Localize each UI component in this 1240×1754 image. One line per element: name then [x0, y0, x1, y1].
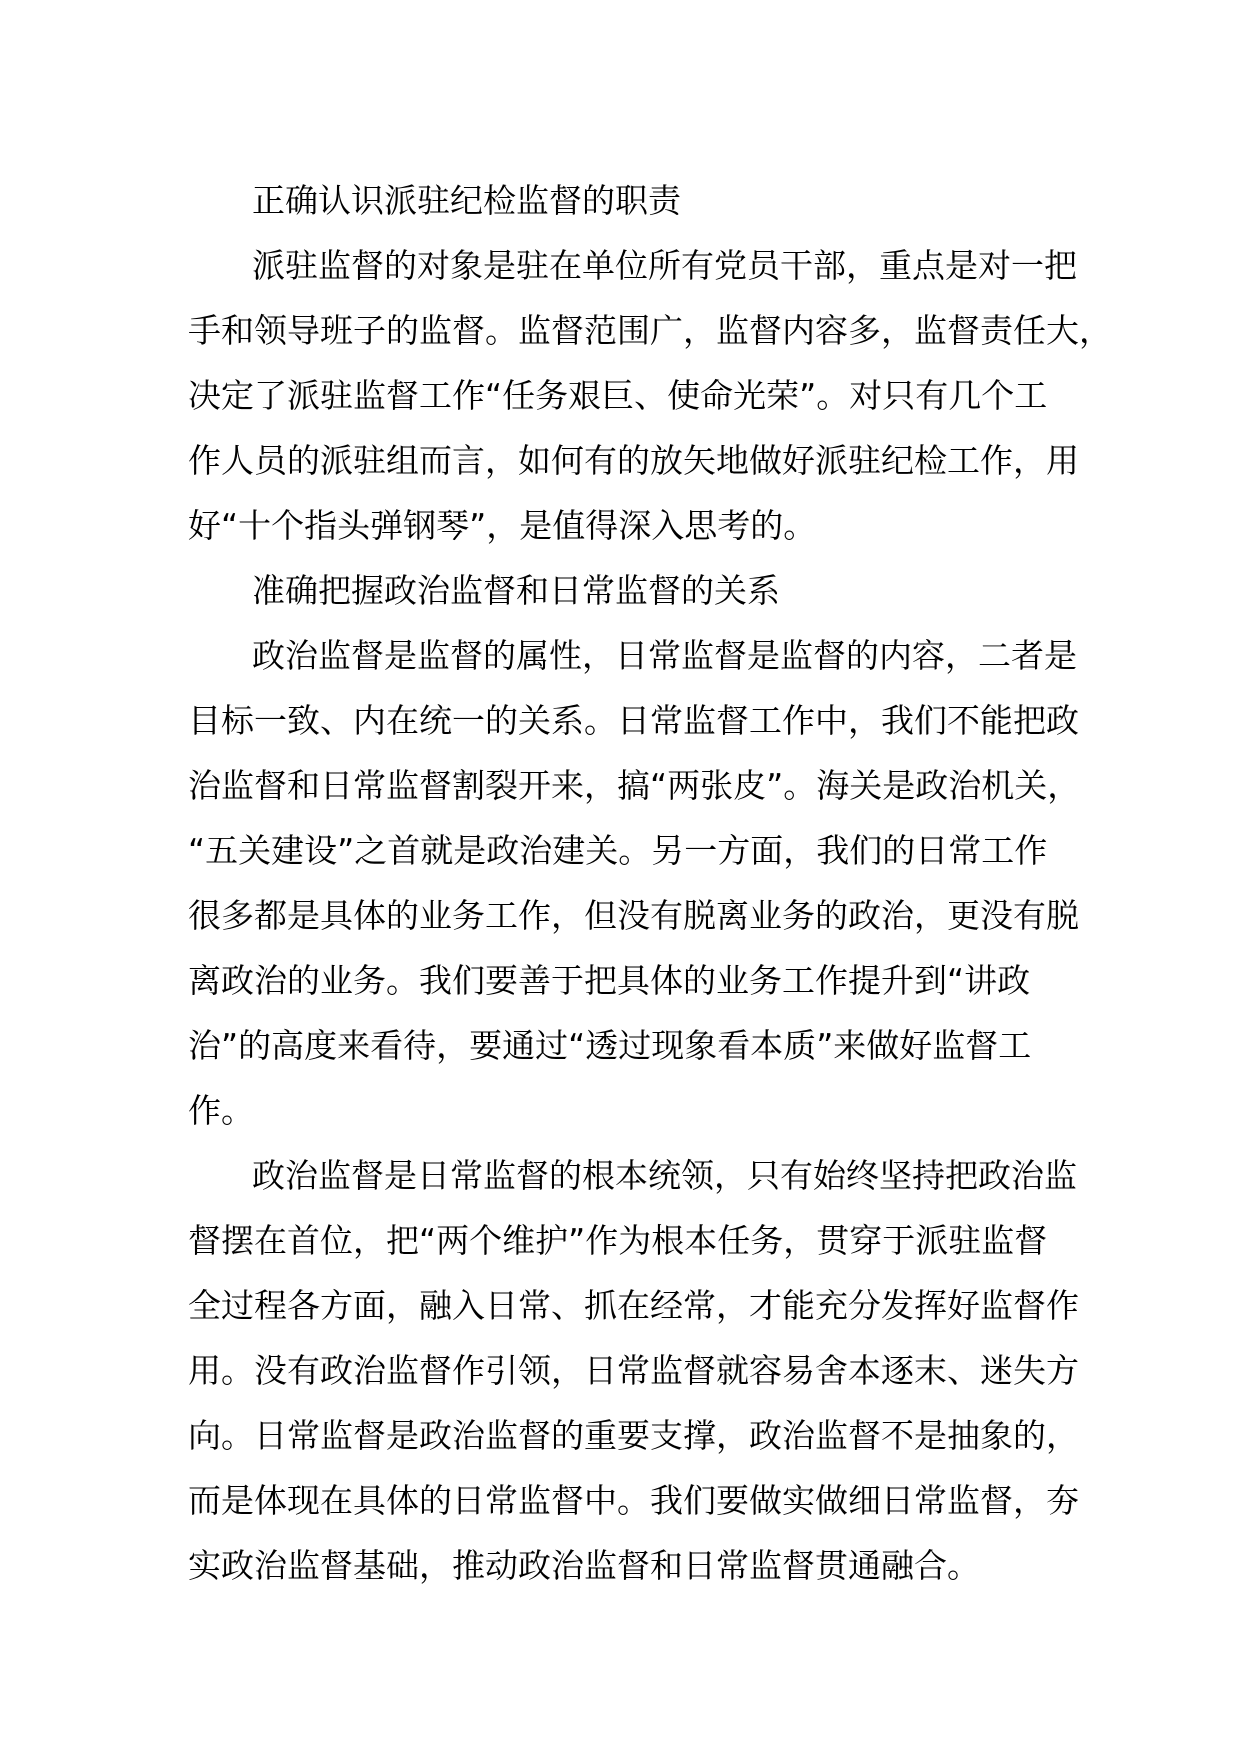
paragraph-line: “五关建设”之首就是政治建关。另一方面，我们的日常工作 [188, 831, 1048, 870]
paragraph-line: 用。没有政治监督作引领，日常监督就容易舍本逐末、迷失方 [188, 1351, 1079, 1390]
paragraph-line: 实政治监督基础，推动政治监督和日常监督贯通融合。 [188, 1546, 980, 1585]
paragraph-line: 而是体现在具体的日常监督中。我们要做实做细日常监督，夯 [188, 1481, 1079, 1520]
section-heading-2: 准确把握政治监督和日常监督的关系 [252, 571, 780, 610]
section-heading-1: 正确认识派驻纪检监督的职责 [252, 181, 681, 220]
paragraph-line: 目标一致、内在统一的关系。日常监督工作中，我们不能把政 [188, 701, 1079, 740]
paragraph-line: 治”的高度来看待，要通过“透过现象看本质”来做好监督工 [188, 1026, 1032, 1065]
paragraph-line: 手和领导班子的监督。监督范围广，监督内容多，监督责任大， [188, 311, 1112, 350]
paragraph-line: 好“十个指头弹钢琴”，是值得深入思考的。 [188, 506, 817, 545]
paragraph-line: 政治监督是监督的属性，日常监督是监督的内容，二者是 [252, 636, 1077, 675]
paragraph-line: 向。日常监督是政治监督的重要支撑，政治监督不是抽象的， [188, 1416, 1079, 1455]
paragraph-2 [188, 623, 1081, 1143]
paragraph-line: 全过程各方面，融入日常、抓在经常，才能充分发挥好监督作 [188, 1286, 1079, 1325]
paragraph-line: 作人员的派驻组而言，如何有的放矢地做好派驻纪检工作，用 [188, 441, 1079, 480]
paragraph-line: 很多都是具体的业务工作，但没有脱离业务的政治，更没有脱 [188, 896, 1079, 935]
paragraph-line: 派驻监督的对象是驻在单位所有党员干部，重点是对一把 [252, 246, 1077, 285]
paragraph-line: 治监督和日常监督割裂开来，搞“两张皮”。海关是政治机关， [188, 766, 1081, 805]
paragraph-1 [188, 233, 1112, 558]
paragraph-line: 离政治的业务。我们要善于把具体的业务工作提升到“讲政 [188, 961, 1031, 1000]
paragraph-line: 决定了派驻监督工作“任务艰巨、使命光荣”。对只有几个工 [188, 376, 1048, 415]
paragraph-line: 政治监督是日常监督的根本统领，只有始终坚持把政治监 [252, 1156, 1077, 1195]
paragraph-line: 督摆在首位，把“两个维护”作为根本任务，贯穿于派驻监督 [188, 1221, 1048, 1260]
paragraph-line: 作。 [188, 1091, 254, 1130]
paragraph-3 [188, 1143, 1079, 1598]
document-body [188, 168, 1112, 1598]
